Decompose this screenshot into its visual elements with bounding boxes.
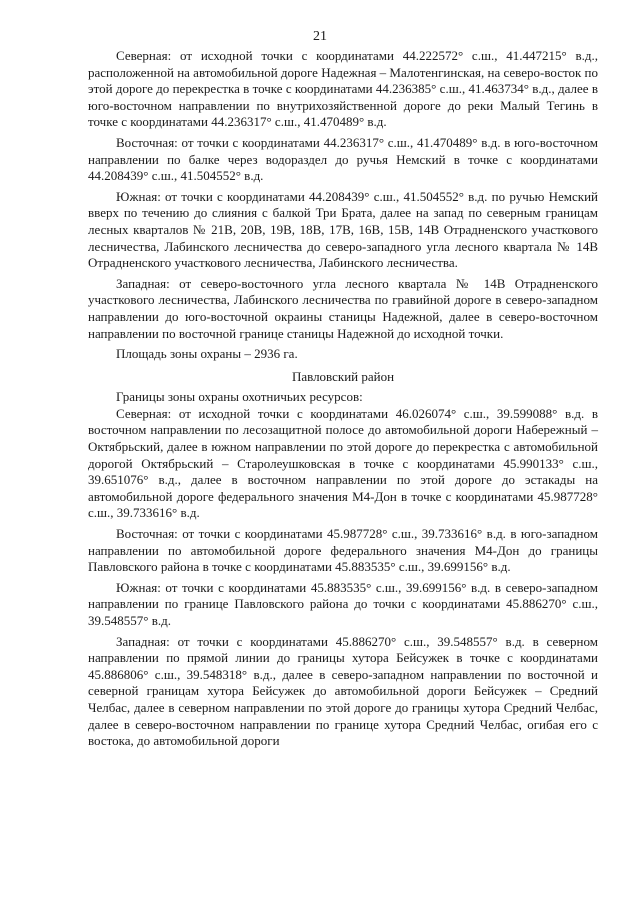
paragraph-south-boundary: Южная: от точки с координатами 44.208439° с.ш., 41.504552° в.д. по ручью Немский вверх по течению до слияния с балкой Три Брата, далее на запад по северным границам лесных кварталов № 21В, 20В, 19В, 18В, 17В, 16В, 15В, 14В Отрадненского участкового лесничества, Лабинского лесничества до северо-западного угла лесного квартала № 14В Отрадненского участкового лесничества, Лабинского лесничества. [88, 188, 598, 271]
paragraph-boundaries-intro: Границы зоны охраны охотничьих ресурсов: [116, 389, 363, 405]
paragraph-west-boundary: Западная: от северо-восточного угла лесного квартала № 14В Отрадненского участкового лесничества, Лабинского лесничества по гравийной дороге в северо-западном направлении до юго-восточной окраины станицы Надежной, далее в северо-восточном направлении по восточной границе станицы Надежной до исходной точки. [88, 275, 598, 341]
page-number: 21 [313, 29, 327, 44]
paragraph-pavlovsky-north: Северная: от исходной точки с координатами 46.026074° с.ш., 39.599088° в.д. в восточном направлении по лесозащитной полосе до автомобильной дороги Набережный – Октябрьский, далее в южном направлении по этой дороге до перекрестка с автомобильной дорогой Октябрьский – Старолеушковская в точке с координатами 45.990133° с.ш., 39.651076° в.д., далее в восточном направлении по этой дороге до эстакады на автомобильной дороге федерального значения М4-Дон в точке с координатами 45.987728° с.ш., 39.733616° в.д. [88, 405, 598, 521]
paragraph-pavlovsky-west: Западная: от точки с координатами 45.886270° с.ш., 39.548557° в.д. в северном направлении по прямой линии до границы хутора Бейсужек в точке с координатами 45.886806° с.ш., 39.548318° в.д., далее в северо-западном направлении по восточной и северной границам хутора Бейсужек до автомобильной дороги Бейсужек – Средний Челбас, далее в северном направлении по этой дороге до границы хутора Средний Челбас, далее в северо-восточном направлении по границе хутора Средний Челбас, огибая его с востока, до автомобильной дороги [88, 633, 598, 749]
paragraph-area: Площадь зоны охраны – 2936 га. [116, 346, 298, 362]
paragraph-pavlovsky-south: Южная: от точки с координатами 45.883535° с.ш., 39.699156° в.д. в северо-западном направлении по границе Павловского района до точки с координатами 45.886270° с.ш., 39.548557° в.д. [88, 579, 598, 628]
document-body [88, 48, 598, 754]
paragraph-east-boundary: Восточная: от точки с координатами 44.236317° с.ш., 41.470489° в.д. в юго-восточном направлении по балке через водораздел до ручья Немский в точке с координатами 44.208439° с.ш., 41.504552° в.д. [88, 134, 598, 184]
section-heading: Павловский район [291, 368, 395, 384]
paragraph-pavlovsky-east: Восточная: от точки с координатами 45.987728° с.ш., 39.733616° в.д. в юго-западном направлении по автомобильной дороге федерального значения М4-Дон до границы Павловского района в точке с координатами 45.883535° с.ш., 39.699156° в.д. [88, 526, 598, 575]
paragraph-north-boundary: Северная: от исходной точки с координатами 44.222572° с.ш., 41.447215° в.д., расположенной на автомобильной дороге Надежная – Малотенгинская, на северо-восток по этой дороге до перекрестка в точке с координатами 44.236385° с.ш., 41.463734° в.д., далее в юго-восточном направлении по внутрихозяйственной дороге до реки Малый Тегинь в точке с координатами 44.236317° с.ш., 41.470489° в.д. [88, 48, 598, 130]
